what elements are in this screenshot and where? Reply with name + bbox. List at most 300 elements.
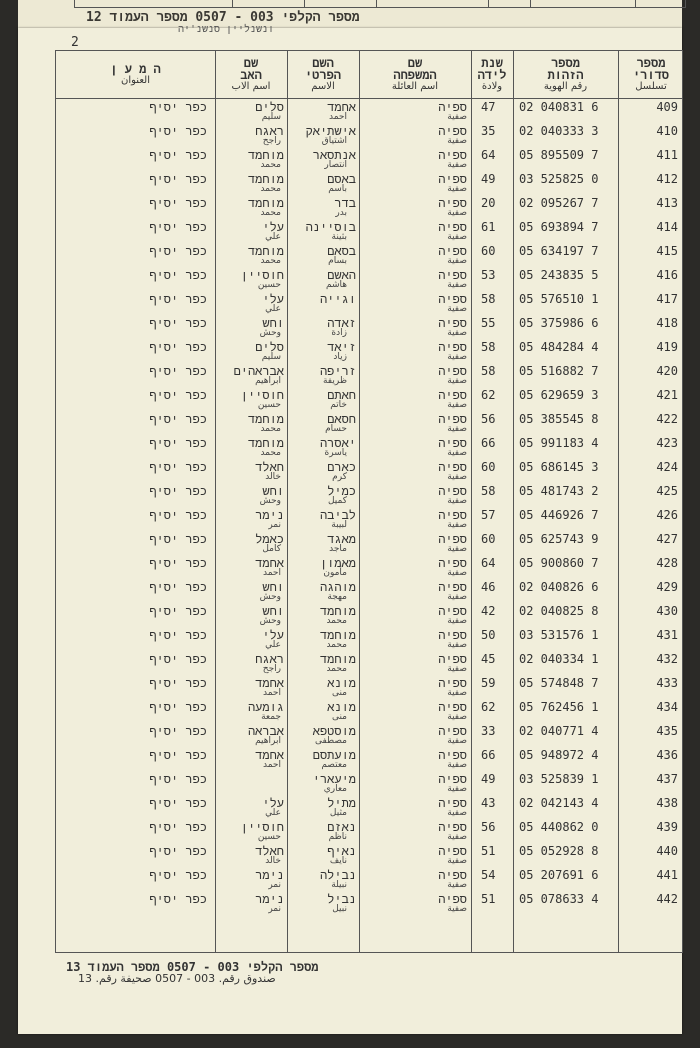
birth-year: 42 [481, 604, 496, 618]
serial-number: 424 [656, 460, 678, 474]
id-number: 02 095267 7 [519, 196, 599, 210]
cell-id [513, 627, 618, 651]
cell-family [359, 483, 471, 507]
header-hebrew-label: השם [312, 55, 334, 70]
father-name-arabic: محمد [260, 424, 281, 434]
id-number: 05 634197 7 [519, 244, 599, 258]
cell-serial [618, 267, 684, 291]
cell-address [56, 123, 215, 147]
header-hebrew-label: מספר [636, 55, 666, 70]
first-name-arabic: محمد [326, 664, 347, 674]
family-name-arabic: صفية [447, 496, 467, 506]
cell-serial [618, 171, 684, 195]
cell-first [287, 723, 359, 747]
first-name-arabic: هاشم [325, 280, 347, 290]
family-name-arabic: صفية [447, 280, 467, 290]
family-name-arabic: صفية [447, 376, 467, 386]
cell-address [56, 579, 215, 603]
cell-father [215, 291, 287, 315]
father-name-hebrew: חוסיין [240, 820, 284, 834]
serial-number: 425 [656, 484, 678, 498]
cell-father [215, 219, 287, 243]
cell-address [56, 291, 215, 315]
first-name-arabic: ظريفة [322, 376, 347, 386]
cell-father [215, 843, 287, 867]
family-name-arabic: صفية [447, 136, 467, 146]
cell-father [215, 387, 287, 411]
table-row [56, 123, 682, 147]
cell-address [56, 195, 215, 219]
cell-serial [618, 291, 684, 315]
serial-number: 419 [656, 340, 678, 354]
cell-first [287, 219, 359, 243]
table-row [56, 555, 682, 579]
footer-hebrew: מספר הקלפי 003 - 0507 מספר העמוד 13 [66, 960, 319, 974]
cell-id [513, 723, 618, 747]
table-row [56, 579, 682, 603]
father-name-hebrew: עלי [262, 628, 284, 642]
id-number: 05 481743 2 [519, 484, 599, 498]
family-name-hebrew: ספיה [438, 268, 467, 282]
address: כפר יסיף [149, 796, 207, 810]
first-name-arabic: خاتم [330, 400, 347, 410]
father-name-hebrew: סלים [255, 340, 284, 354]
cell-serial [618, 555, 684, 579]
cell-first [287, 843, 359, 867]
cell-family [359, 675, 471, 699]
family-name-hebrew: ספיה [438, 220, 467, 234]
address: כפר יסיף [149, 268, 207, 282]
table-row [56, 651, 682, 675]
id-number: 05 207691 6 [519, 868, 599, 882]
father-name-hebrew: מוחמד [247, 412, 284, 426]
id-number: 05 385545 8 [519, 412, 599, 426]
cell-serial [618, 627, 684, 651]
family-name-hebrew: ספיה [438, 700, 467, 714]
header-hebrew-label: ה מ ע ן [110, 61, 161, 76]
cell-serial [618, 195, 684, 219]
table-row [56, 747, 682, 771]
header-arabic-label: اسم العائلة [391, 80, 439, 92]
birth-year: 45 [481, 652, 496, 666]
serial-number: 417 [656, 292, 678, 306]
cell-serial [618, 867, 684, 891]
serial-number: 440 [656, 844, 678, 858]
cell-year [471, 387, 513, 411]
cell-father [215, 267, 287, 291]
first-name-arabic: بدر [335, 208, 347, 218]
id-number: 02 040826 6 [519, 580, 599, 594]
table-row [56, 843, 682, 867]
cell-serial [618, 219, 684, 243]
father-name-arabic: احمد [263, 688, 281, 698]
cell-first [287, 99, 359, 123]
cell-year [471, 627, 513, 651]
serial-number: 441 [656, 868, 678, 882]
id-number: 05 484284 4 [519, 340, 599, 354]
family-name-arabic: صفية [447, 640, 467, 650]
table-row [56, 603, 682, 627]
cell-first [287, 363, 359, 387]
father-name-arabic: خالد [265, 472, 281, 482]
faint-stamp-text: ונשנליין סנשנ'יה [178, 24, 275, 35]
cell-id [513, 555, 618, 579]
address: כפר יסיף [149, 364, 207, 378]
table-row [56, 243, 682, 267]
cell-serial [618, 243, 684, 267]
family-name-hebrew: ספיה [438, 868, 467, 882]
father-name-hebrew: חאלד [255, 844, 284, 858]
address: כפר יסיף [149, 628, 207, 642]
first-name-hebrew: חסאם [327, 412, 356, 426]
family-name-arabic: صفية [447, 760, 467, 770]
table-row [56, 219, 682, 243]
table-row [56, 507, 682, 531]
id-number: 05 900860 7 [519, 556, 599, 570]
cell-address [56, 411, 215, 435]
first-name-arabic: باسم [328, 184, 347, 194]
serial-number: 428 [656, 556, 678, 570]
family-name-hebrew: ספיה [438, 772, 467, 786]
family-name-hebrew: ספיה [438, 412, 467, 426]
cell-year [471, 147, 513, 171]
family-name-hebrew: ספיה [438, 580, 467, 594]
cell-address [56, 315, 215, 339]
cell-first [287, 747, 359, 771]
first-name-hebrew: מוחמד [319, 652, 356, 666]
father-name-hebrew: מוחמד [247, 172, 284, 186]
father-name-hebrew: חוסיין [240, 268, 284, 282]
cell-year [471, 315, 513, 339]
serial-number: 437 [656, 772, 678, 786]
cell-father [215, 195, 287, 219]
cell-first [287, 339, 359, 363]
first-name-arabic: نايف [329, 856, 347, 866]
birth-year: 47 [481, 100, 496, 114]
cell-id [513, 459, 618, 483]
cell-family [359, 339, 471, 363]
birth-year: 33 [481, 724, 496, 738]
cell-father [215, 147, 287, 171]
id-number: 05 574848 7 [519, 676, 599, 690]
first-name-arabic: مأمون [323, 568, 347, 578]
first-name-hebrew: יאסרה [319, 436, 356, 450]
first-name-arabic: حسام [325, 424, 347, 434]
first-name-hebrew: חאתם [327, 388, 356, 402]
first-name-hebrew: מוחמד [319, 604, 356, 618]
id-number: 05 625743 9 [519, 532, 599, 546]
cell-address [56, 603, 215, 627]
birth-year: 56 [481, 412, 496, 426]
birth-year: 20 [481, 196, 496, 210]
cell-serial [618, 147, 684, 171]
cell-family [359, 819, 471, 843]
address: כפר יסיף [149, 436, 207, 450]
first-name-arabic: منى [331, 712, 347, 722]
birth-year: 64 [481, 556, 496, 570]
cell-year [471, 795, 513, 819]
father-name-hebrew: ראגח [255, 652, 284, 666]
address: כפר יסיף [149, 604, 207, 618]
header-hebrew-label: סדורי [632, 67, 669, 82]
father-name-arabic: ابراهيم [255, 376, 281, 386]
father-name-arabic: راجح [262, 136, 281, 146]
id-number: 02 040825 8 [519, 604, 599, 618]
cell-father [215, 99, 287, 123]
serial-number: 420 [656, 364, 678, 378]
cell-family [359, 699, 471, 723]
cell-serial [618, 123, 684, 147]
id-number: 05 629659 3 [519, 388, 599, 402]
header-arabic-label: اسم الاب [231, 80, 271, 92]
family-name-arabic: صفية [447, 424, 467, 434]
cell-serial [618, 387, 684, 411]
father-name-hebrew: חוסיין [240, 388, 284, 402]
cell-family [359, 891, 471, 915]
family-name-arabic: صفية [447, 616, 467, 626]
family-name-hebrew: ספיה [438, 124, 467, 138]
cell-first [287, 603, 359, 627]
serial-number: 433 [656, 676, 678, 690]
cell-first [287, 291, 359, 315]
cell-serial [618, 411, 684, 435]
family-name-hebrew: ספיה [438, 244, 467, 258]
header-arabic-label: العنوان [121, 74, 150, 86]
table-row [56, 315, 682, 339]
family-name-hebrew: ספיה [438, 436, 467, 450]
id-number: 05 375986 6 [519, 316, 599, 330]
family-name-arabic: صفية [447, 880, 467, 890]
father-name-hebrew: נימר [255, 508, 284, 522]
father-name-hebrew: מוחמד [247, 436, 284, 450]
first-name-arabic: انتصار [324, 160, 347, 170]
birth-year: 43 [481, 796, 496, 810]
father-name-hebrew: עלי [262, 220, 284, 234]
cell-father [215, 411, 287, 435]
family-name-arabic: صفية [447, 328, 467, 338]
id-number: 02 040831 6 [519, 100, 599, 114]
table-row [56, 867, 682, 891]
header-family-name [359, 51, 471, 98]
cell-address [56, 675, 215, 699]
address: כפר יסיף [149, 292, 207, 306]
cell-father [215, 771, 287, 795]
first-name-arabic: لبيبة [331, 520, 347, 530]
family-name-hebrew: ספיה [438, 748, 467, 762]
cell-father [215, 531, 287, 555]
birth-year: 56 [481, 820, 496, 834]
header-birth-year [471, 51, 513, 98]
address: כפר יסיף [149, 700, 207, 714]
father-name-arabic: جمعة [261, 712, 281, 722]
first-name-arabic: معتصم [321, 760, 347, 770]
cell-first [287, 555, 359, 579]
id-number: 05 446926 7 [519, 508, 599, 522]
header-arabic-label: الاسم [311, 80, 335, 92]
cell-year [471, 531, 513, 555]
family-name-hebrew: ספיה [438, 652, 467, 666]
birth-year: 62 [481, 388, 496, 402]
cell-first [287, 819, 359, 843]
family-name-hebrew: ספיה [438, 196, 467, 210]
cell-address [56, 795, 215, 819]
family-name-arabic: صفية [447, 688, 467, 698]
family-name-arabic: صفية [447, 568, 467, 578]
cell-family [359, 243, 471, 267]
address: כפר יסיף [149, 388, 207, 402]
family-name-hebrew: ספיה [438, 892, 467, 906]
birth-year: 54 [481, 868, 496, 882]
cell-first [287, 267, 359, 291]
cell-family [359, 507, 471, 531]
family-name-arabic: صفية [447, 520, 467, 530]
family-name-arabic: صفية [447, 160, 467, 170]
cell-father [215, 435, 287, 459]
cell-family [359, 195, 471, 219]
address: כפר יסיף [149, 532, 207, 546]
document-page [18, 24, 682, 1034]
table-row [56, 459, 682, 483]
cell-family [359, 771, 471, 795]
father-name-arabic: علي [265, 304, 281, 314]
cell-first [287, 243, 359, 267]
birth-year: 55 [481, 316, 496, 330]
cell-id [513, 843, 618, 867]
birth-year: 66 [481, 748, 496, 762]
birth-year: 49 [481, 772, 496, 786]
father-name-arabic: نمر [268, 520, 281, 530]
family-name-arabic: صفية [447, 352, 467, 362]
father-name-hebrew: מוחמד [247, 196, 284, 210]
cell-id [513, 435, 618, 459]
address: כפר יסיף [149, 820, 207, 834]
address: כפר יסיף [149, 772, 207, 786]
serial-number: 418 [656, 316, 678, 330]
first-name-arabic: ماجد [329, 544, 347, 554]
birth-year: 57 [481, 508, 496, 522]
serial-number: 427 [656, 532, 678, 546]
voter-table [55, 50, 683, 953]
first-name-hebrew: מאגד [327, 532, 356, 546]
birth-year: 53 [481, 268, 496, 282]
first-name-arabic: ياسرة [324, 448, 347, 458]
cell-serial [618, 747, 684, 771]
cell-year [471, 555, 513, 579]
id-number: 02 040333 3 [519, 124, 599, 138]
id-number: 02 040334 1 [519, 652, 599, 666]
cell-id [513, 291, 618, 315]
first-name-arabic: بسام [328, 256, 347, 266]
cell-id [513, 339, 618, 363]
family-name-hebrew: ספיה [438, 676, 467, 690]
cell-first [287, 651, 359, 675]
header-id-number [513, 51, 618, 98]
family-name-arabic: صفية [447, 856, 467, 866]
cell-father [215, 699, 287, 723]
cell-year [471, 435, 513, 459]
cell-first [287, 483, 359, 507]
serial-number: 415 [656, 244, 678, 258]
cell-address [56, 363, 215, 387]
family-name-hebrew: ספיה [438, 292, 467, 306]
serial-number: 431 [656, 628, 678, 642]
header-hebrew-label: הפרטי [304, 67, 341, 82]
first-name-hebrew: מיעארי [312, 772, 356, 786]
family-name-hebrew: ספיה [438, 364, 467, 378]
cell-address [56, 843, 215, 867]
address: כפר יסיף [149, 748, 207, 762]
table-row [56, 291, 682, 315]
serial-number: 442 [656, 892, 678, 906]
first-name-arabic: اشتياق [321, 136, 347, 146]
father-name-arabic: وحش [259, 616, 281, 626]
cell-year [471, 651, 513, 675]
cell-father [215, 555, 287, 579]
address: כפר יסיף [149, 220, 207, 234]
cell-id [513, 531, 618, 555]
cell-family [359, 795, 471, 819]
id-number: 05 762456 1 [519, 700, 599, 714]
family-name-arabic: صفية [447, 904, 467, 914]
family-name-arabic: صفية [447, 544, 467, 554]
id-number: 05 991183 4 [519, 436, 599, 450]
first-name-hebrew: אחמד [327, 100, 356, 114]
cell-family [359, 315, 471, 339]
family-name-arabic: صفية [447, 208, 467, 218]
id-number: 05 948972 4 [519, 748, 599, 762]
table-row [56, 363, 682, 387]
cell-serial [618, 795, 684, 819]
cell-family [359, 435, 471, 459]
cell-id [513, 147, 618, 171]
family-name-hebrew: ספיה [438, 820, 467, 834]
father-name-hebrew: אבראהים [233, 364, 284, 378]
header-hebrew-label: הזהות [547, 67, 584, 82]
cell-address [56, 651, 215, 675]
table-row [56, 435, 682, 459]
cell-father [215, 651, 287, 675]
cell-father [215, 315, 287, 339]
cell-address [56, 723, 215, 747]
serial-number: 412 [656, 172, 678, 186]
cell-serial [618, 315, 684, 339]
family-name-arabic: صفية [447, 256, 467, 266]
table-row [56, 531, 682, 555]
cell-father [215, 363, 287, 387]
serial-number: 438 [656, 796, 678, 810]
cell-year [471, 123, 513, 147]
cell-id [513, 171, 618, 195]
cell-first [287, 171, 359, 195]
first-name-hebrew: מתיל [327, 796, 356, 810]
father-name-arabic: سليم [261, 112, 281, 122]
cell-id [513, 99, 618, 123]
cell-first [287, 867, 359, 891]
family-name-arabic: صفية [447, 304, 467, 314]
serial-number: 422 [656, 412, 678, 426]
address: כפר יסיף [149, 340, 207, 354]
birth-year: 66 [481, 436, 496, 450]
cell-year [471, 483, 513, 507]
cell-family [359, 747, 471, 771]
address: כפר יסיף [149, 580, 207, 594]
cell-father [215, 507, 287, 531]
father-name-arabic: وحش [259, 328, 281, 338]
table-row [56, 387, 682, 411]
first-name-hebrew: וגייה [319, 292, 356, 306]
header-first-name [287, 51, 359, 98]
birth-year: 60 [481, 532, 496, 546]
